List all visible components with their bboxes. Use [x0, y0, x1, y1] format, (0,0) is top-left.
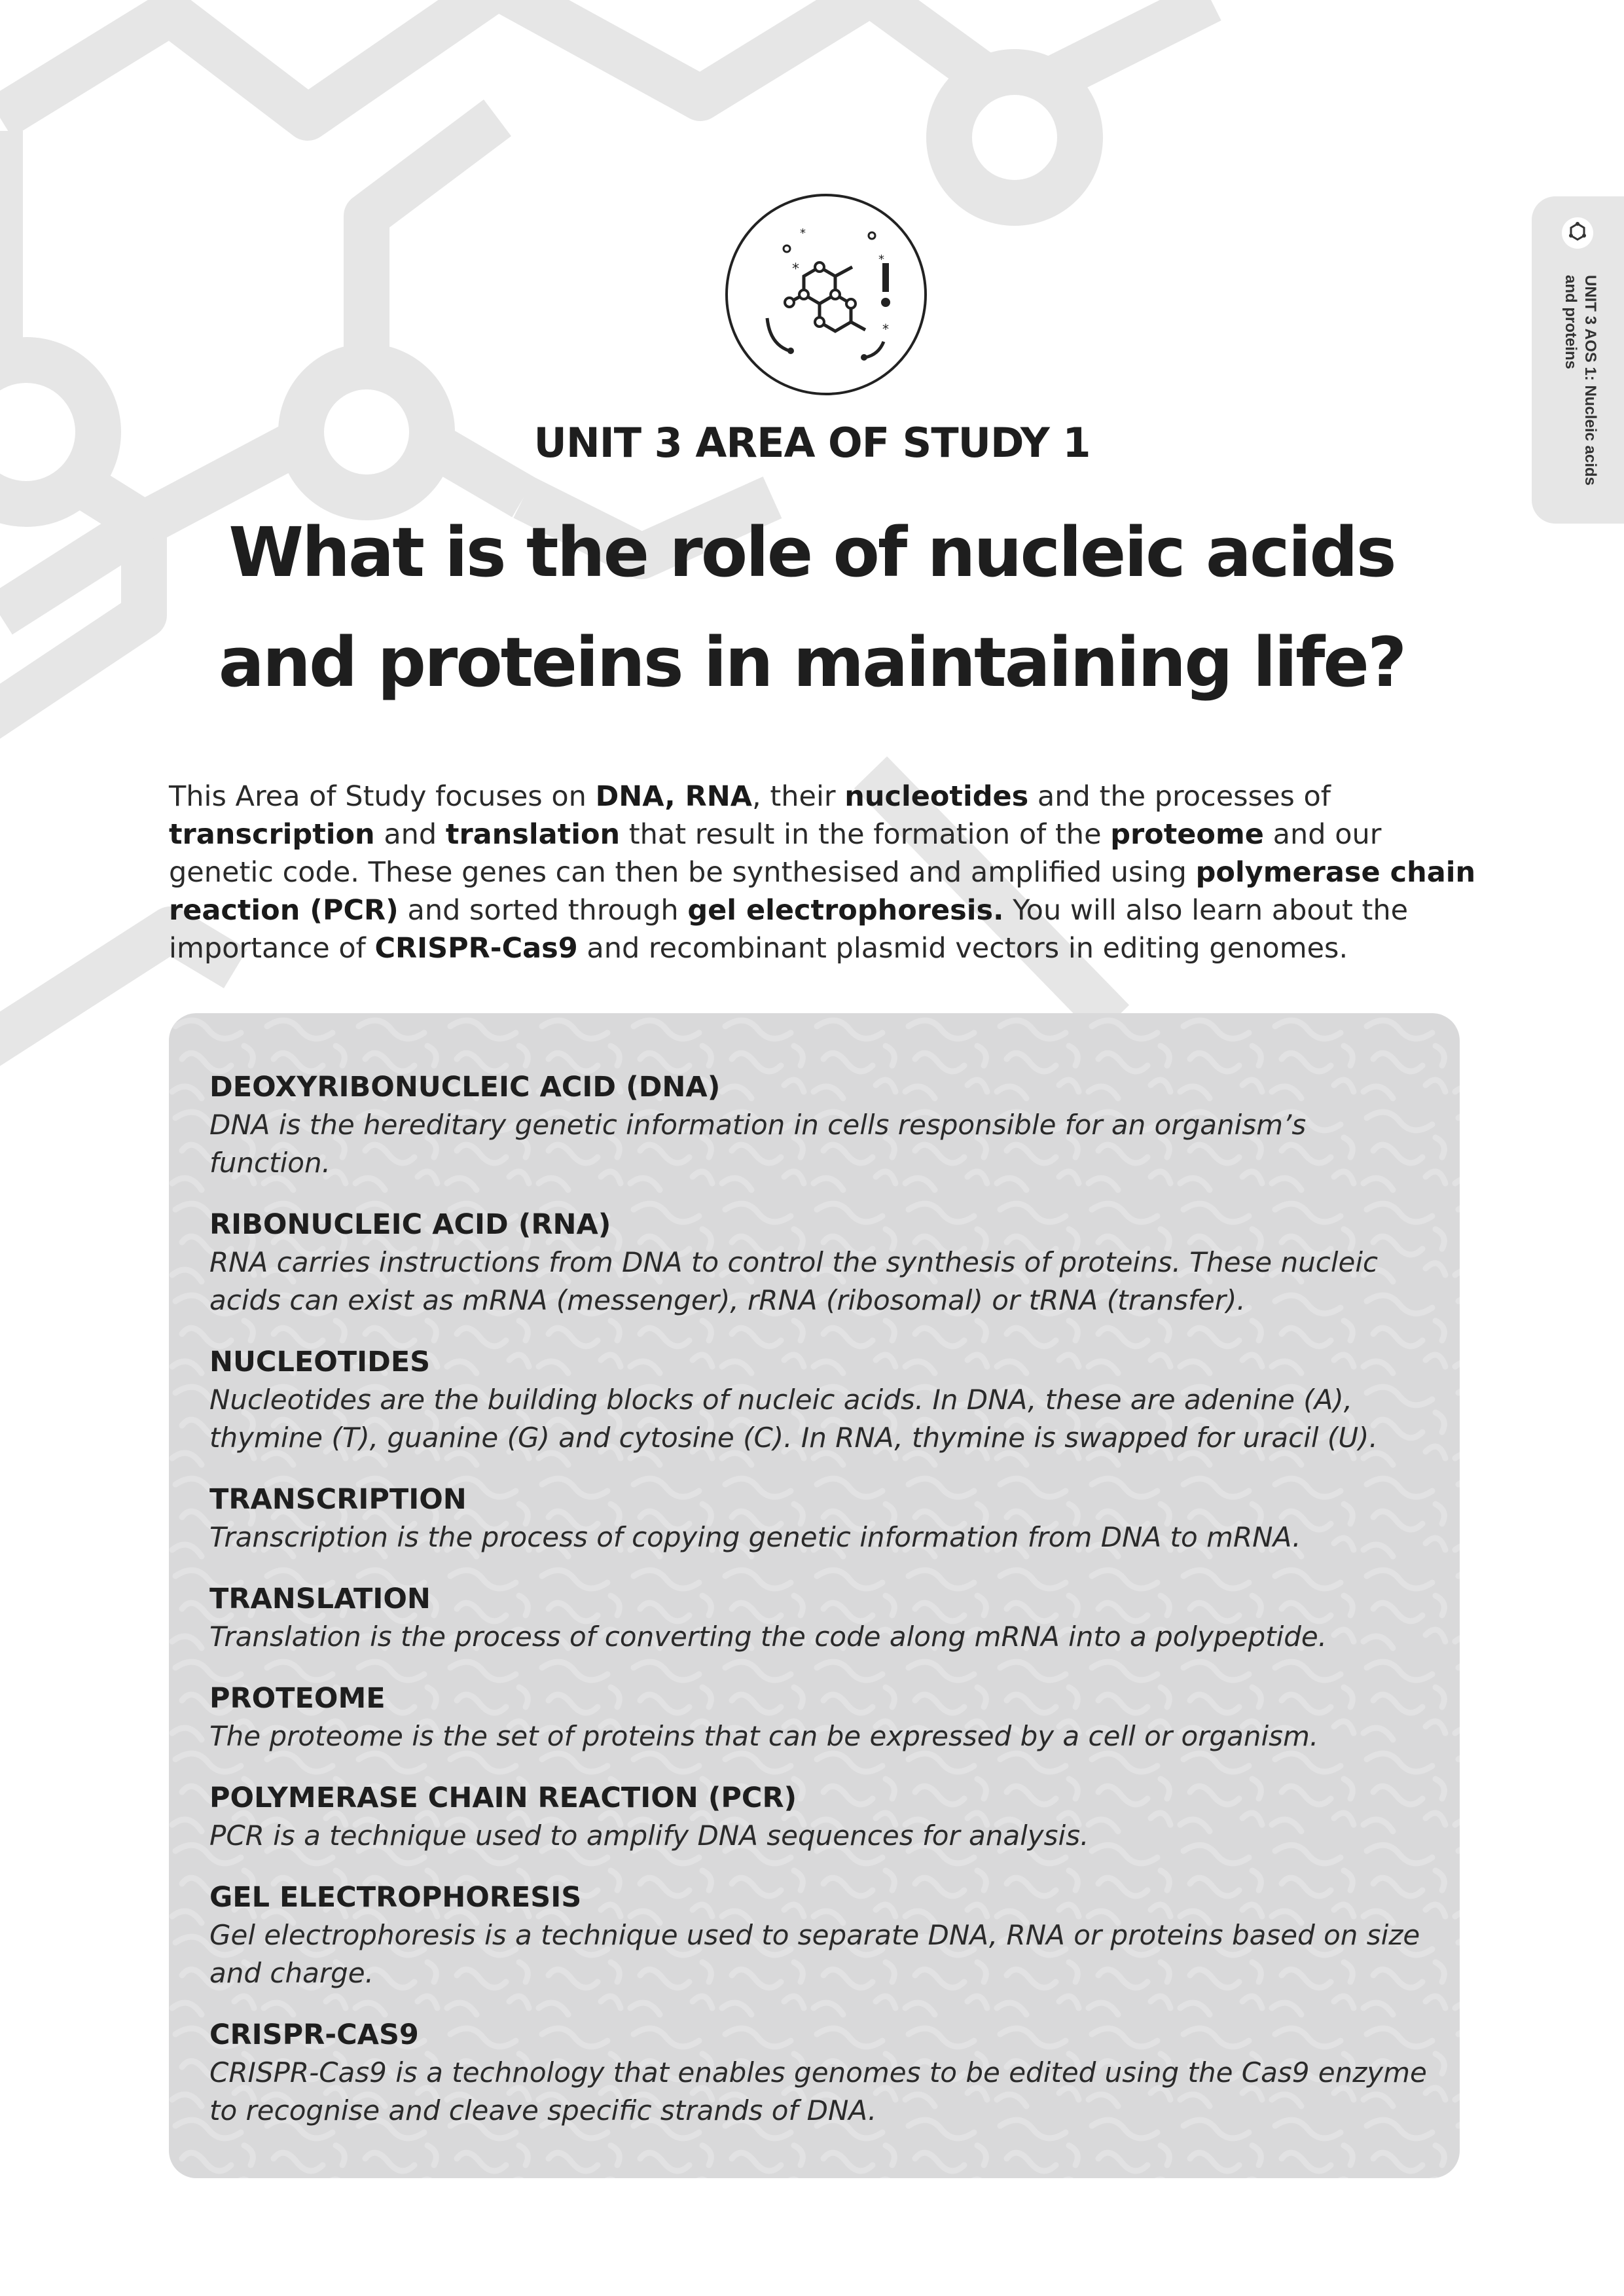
intro-text: You will also learn about the importance of	[169, 894, 1409, 965]
intro-bold: polymerase chain reaction (PCR)	[169, 856, 1476, 927]
glossary-entry	[209, 1580, 1427, 1656]
intro-text: and sorted through	[398, 894, 688, 927]
molecule-emblem-icon	[721, 190, 931, 399]
glossary-entry	[209, 2016, 1427, 2130]
intro-text: and our genetic code. These genes can then be synthesised and amplified using	[169, 818, 1382, 889]
intro-bold: transcription	[169, 818, 375, 851]
unit-label: UNIT 3 AREA OF STUDY 1	[533, 419, 1091, 467]
glossary-term: NUCLEOTIDES	[209, 1346, 431, 1378]
svg-text:*: *	[882, 321, 889, 337]
glossary-term: GEL ELECTROPHORESIS	[209, 1881, 582, 1914]
intro-bold: proteome	[1110, 818, 1264, 851]
glossary-definition: Translation is the process of converting the code along mRNA into a polypeptide.	[209, 1621, 1327, 1653]
intro-bold: CRISPR-Cas9	[374, 932, 578, 965]
intro-paragraph	[169, 778, 1491, 967]
page-title	[131, 497, 1492, 717]
svg-text:*: *	[792, 261, 799, 278]
title-line-1: What is the role of nucleic acids	[228, 512, 1395, 592]
glossary-definition: RNA carries instructions from DNA to control the synthesis of proteins. These nucleic acids can exist as mRNA (messenger), rRNA (ribosomal) or tRNA (transfer).	[209, 1246, 1379, 1316]
intro-text: , their	[752, 780, 845, 813]
intro-bold: gel electrophoresis.	[687, 894, 1004, 927]
glossary-entry	[209, 1878, 1427, 1992]
intro-text: This Area of Study focuses on	[169, 780, 596, 813]
glossary-term: CRISPR-CAS9	[209, 2018, 419, 2051]
glossary-definition: CRISPR-Cas9 is a technology that enables genomes to be edited using the Cas9 enzyme to recognise and cleave specific strands of DNA.	[209, 2056, 1427, 2126]
glossary-term: TRANSCRIPTION	[209, 1483, 467, 1516]
glossary-entry	[209, 1480, 1427, 1556]
glossary-term: PROTEOME	[209, 1682, 386, 1715]
glossary-entry	[209, 1343, 1427, 1457]
title-line-2: and proteins in maintaining life?	[218, 622, 1405, 702]
glossary-definition: Gel electrophoresis is a technique used to separate DNA, RNA or proteins based on size and charge.	[209, 1919, 1420, 1989]
glossary-term: DEOXYRIBONUCLEIC ACID (DNA)	[209, 1071, 721, 1103]
glossary-entry	[209, 1068, 1427, 1182]
intro-text: and the processes of	[1028, 780, 1331, 813]
svg-text:*: *	[878, 253, 884, 266]
glossary-term: RIBONUCLEIC ACID (RNA)	[209, 1208, 611, 1241]
intro-bold: DNA, RNA	[595, 780, 753, 813]
glossary-definition: DNA is the hereditary genetic information in cells responsible for an organism’s function.	[209, 1109, 1307, 1179]
glossary-term: POLYMERASE CHAIN REACTION (PCR)	[209, 1782, 797, 1814]
glossary-entry	[209, 1779, 1427, 1855]
glossary-definition: PCR is a technique used to amplify DNA sequences for analysis.	[209, 1820, 1089, 1852]
glossary-definition: Transcription is the process of copying genetic information from DNA to mRNA.	[209, 1521, 1301, 1553]
glossary-list	[209, 1068, 1427, 2153]
glossary-definition: The proteome is the set of proteins that can be expressed by a cell or organism.	[209, 1720, 1319, 1752]
intro-text: that result in the formation of the	[620, 818, 1111, 851]
molecule-icon	[1561, 216, 1595, 250]
glossary-entry	[209, 1679, 1427, 1755]
side-tab-label: UNIT 3 AOS 1: Nucleic acids and proteins	[1562, 275, 1599, 486]
glossary-term: TRANSLATION	[209, 1583, 431, 1615]
glossary-entry	[209, 1206, 1427, 1319]
side-tab[interactable]	[1532, 196, 1624, 524]
intro-bold: translation	[445, 818, 621, 851]
svg-text:*: *	[800, 226, 806, 240]
intro-bold: nucleotides	[844, 780, 1029, 813]
glossary-panel	[169, 1013, 1460, 2178]
intro-text: and recombinant plasmid vectors in editing genomes.	[577, 932, 1348, 965]
intro-text: and	[374, 818, 446, 851]
glossary-definition: Nucleotides are the building blocks of nucleic acids. In DNA, these are adenine (A), thymine (T), guanine (G) and cytosine (C). In RNA, thymine is swapped for uracil (U).	[209, 1384, 1378, 1454]
